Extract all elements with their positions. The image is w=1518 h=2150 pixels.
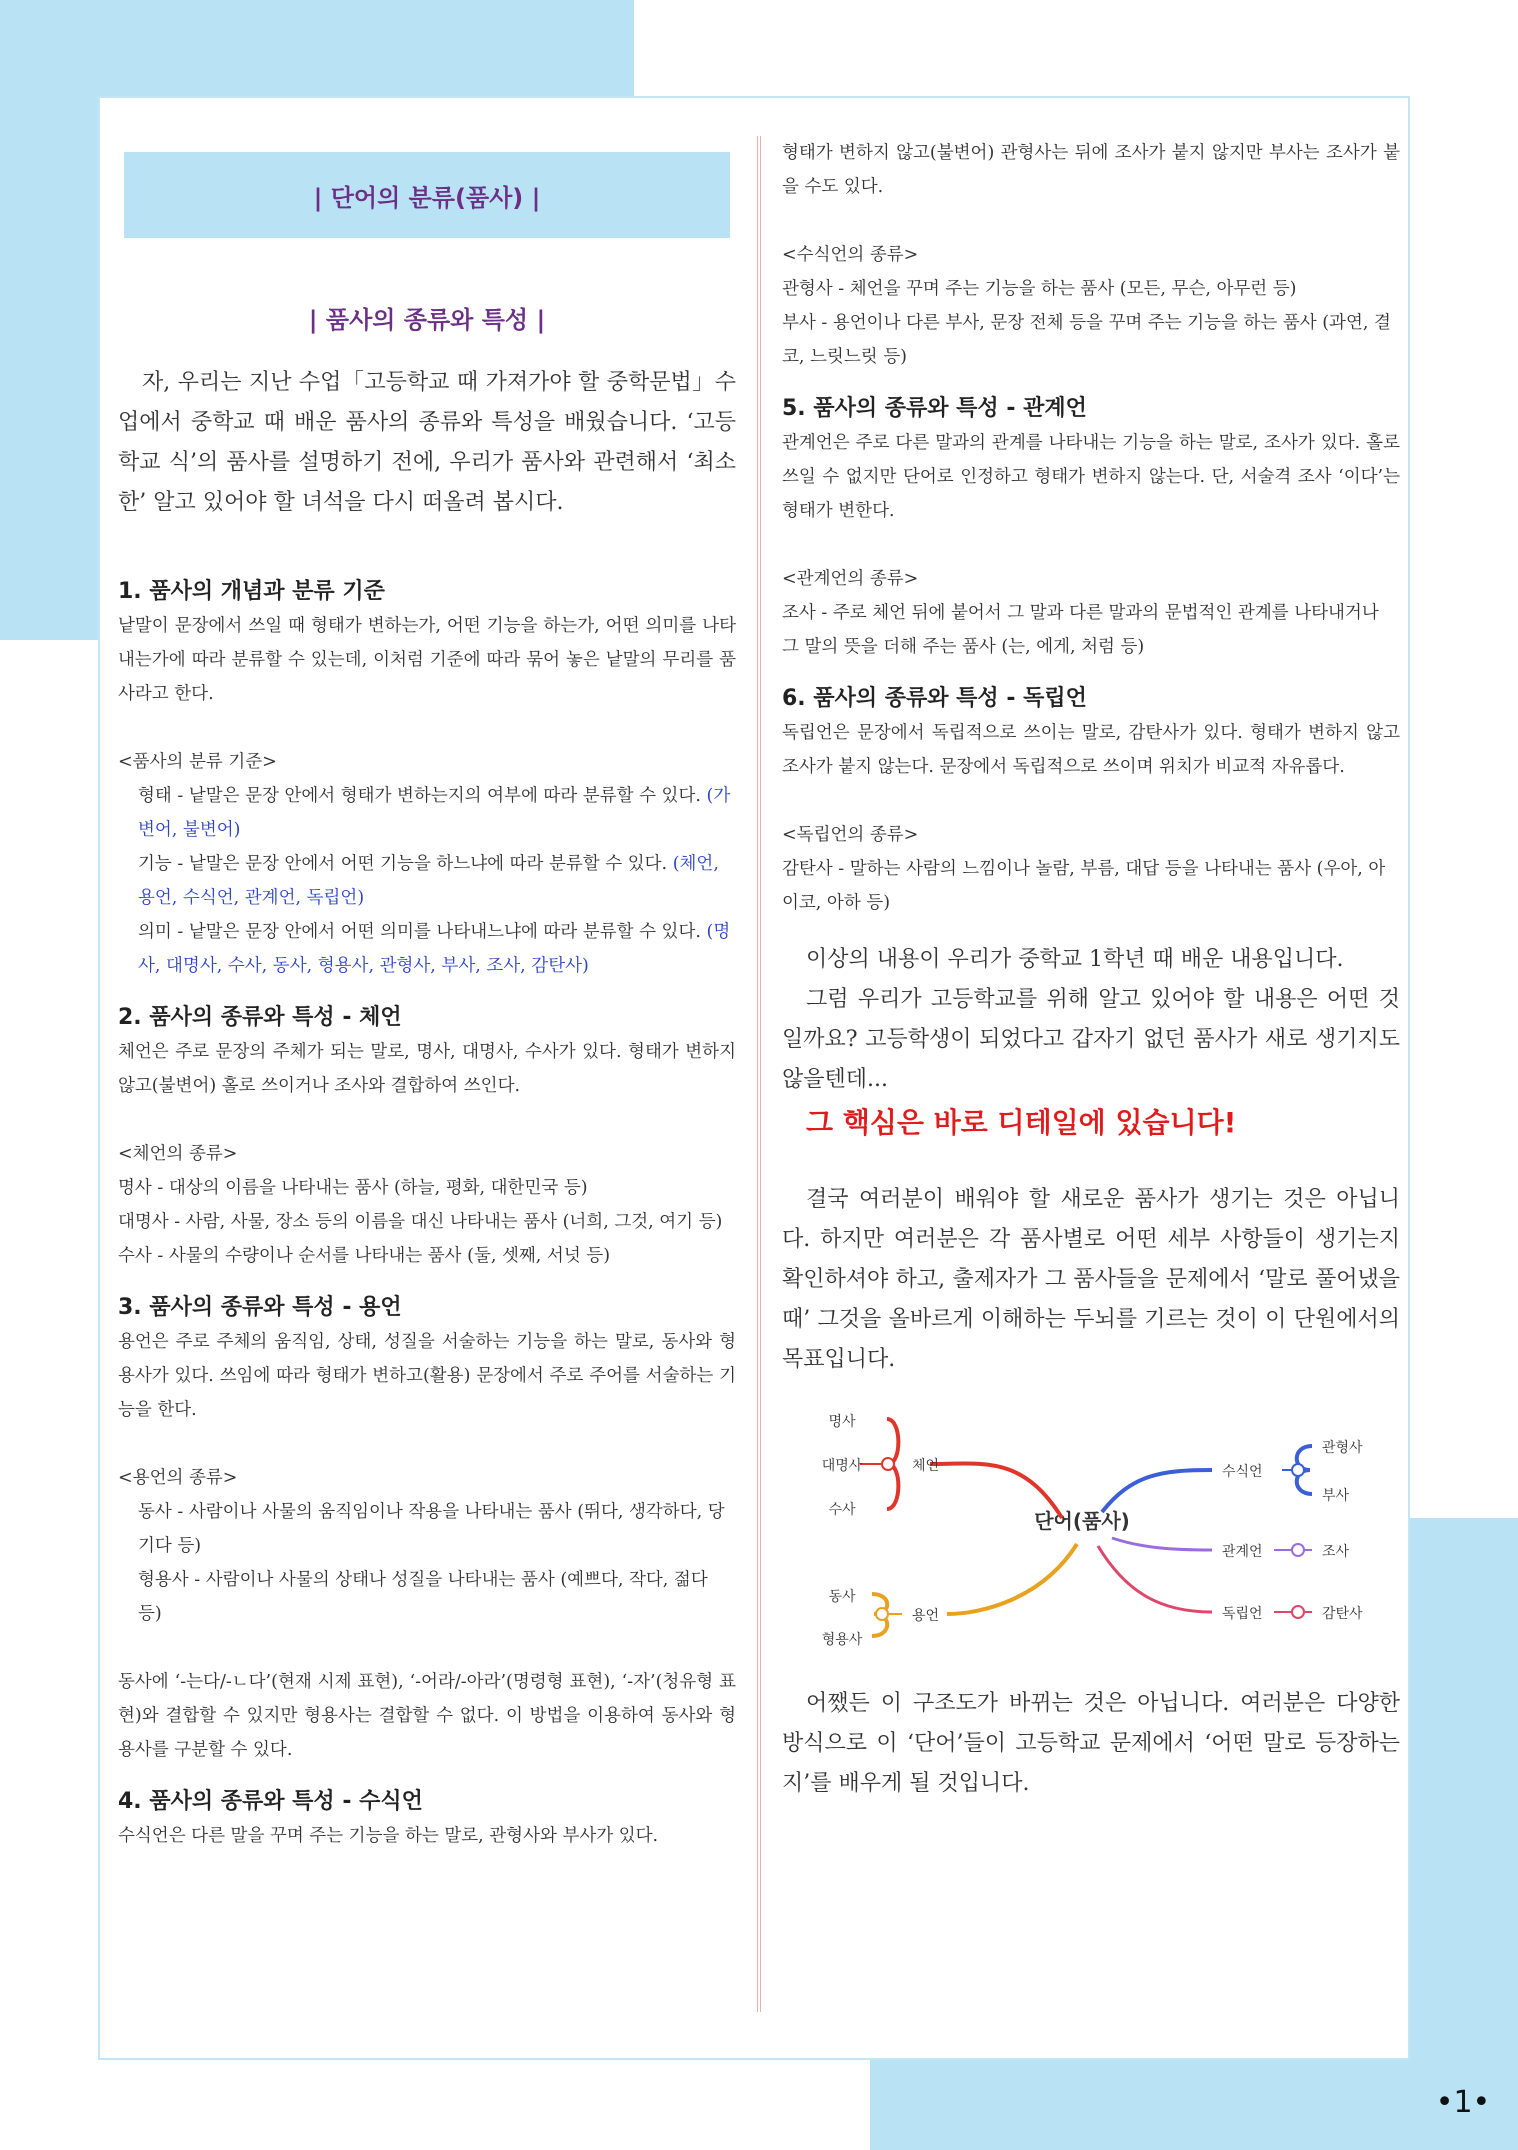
right-column	[782, 136, 1400, 1804]
mindmap-node-dongnibeon: 독립언	[1222, 1606, 1263, 1622]
page-number: •1•	[1435, 2085, 1491, 2120]
cheeon-item-noun: 명사 - 대상의 이름을 나타내는 품사 (하늘, 평화, 대한민국 등)	[118, 1178, 588, 1198]
criteria-item-form: 형태 - 낱말은 문장 안에서 형태가 변하는지의 여부에 따라 분류할 수 있다. (가변어, 불변어)	[138, 786, 731, 840]
mindmap-leaf-daemyeongsa: 대명사	[821, 1458, 863, 1474]
decor-bottom-band	[870, 2060, 1518, 2150]
section-5-list-title: <관계언의 종류>	[782, 569, 919, 589]
susigeon-item-determiner: 관형사 - 체언을 꾸며 주는 기능을 하는 품사 (모든, 무슨, 아무런 등)	[782, 279, 1297, 299]
mindmap-leaf-gamtansa: 감탄사	[1322, 1606, 1363, 1622]
closing-paragraph-4: 어쨌든 이 구조도가 바뀌는 것은 아닙니다. 여러분은 다양한 방식으로 이 ‘단어’들이 고등학교 문제에서 ‘어떤 말로 등장하는지’를 배우게 될 것입니다.	[782, 1691, 1400, 1796]
decor-left-band	[0, 0, 98, 640]
mindmap-branch-yongeon	[872, 1544, 1077, 1636]
section-4-title: 4. 품사의 종류와 특성 - 수식언	[118, 1789, 423, 1814]
yongeon-item-verb: 동사 - 사람이나 사물의 움직임이나 작용을 나타내는 품사 (뛰다, 생각하다, 당기다 등)	[138, 1502, 725, 1556]
column-divider	[757, 136, 761, 2012]
section-2-body: 체언은 주로 문장의 주체가 되는 말로, 명사, 대명사, 수사가 있다. 형태가 변하지 않고(불변어) 홀로 쓰이거나 조사와 결합하여 쓰인다.	[118, 1042, 736, 1096]
closing-paragraph-3: 결국 여러분이 배워야 할 새로운 품사가 생기는 것은 아닙니다. 하지만 여러분은 각 품사별로 어떤 세부 사항들이 생기는지 확인하셔야 하고, 출제자가 그 품사들을 문제에서 ‘말로 풀어냈을 때’ 그것을 올바르게 이해하는 두뇌를 기르는 것이 이 단원에서의 목표입니다.	[782, 1187, 1400, 1372]
mindmap-branch-cheeon	[860, 1419, 1062, 1518]
mindmap-node-yongeon: 용언	[912, 1608, 940, 1624]
dongnibeon-item-interjection: 감탄사 - 말하는 사람의 느낌이나 놀람, 부름, 대답 등을 나타내는 품사 (우아, 아이코, 아하 등)	[782, 859, 1386, 913]
mindmap-leaf-myeongsa: 명사	[828, 1414, 856, 1430]
mindmap-leaf-hyeongyongsa: 형용사	[821, 1632, 863, 1648]
criteria-item-meaning: 의미 - 낱말은 문장 안에서 어떤 의미를 나타내느냐에 따라 분류할 수 있다. (명사, 대명사, 수사, 동사, 형용사, 관형사, 부사, 조사, 감탄사)	[138, 922, 731, 976]
section-4-body-continued: 형태가 변하지 않고(불변어) 관형사는 뒤에 조사가 붙지 않지만 부사는 조사가 붙을 수도 있다.	[782, 143, 1400, 197]
section-3-title: 3. 품사의 종류와 특성 - 용언	[118, 1295, 402, 1320]
section-6-list-title: <독립언의 종류>	[782, 825, 919, 845]
mindmap-branch-dongnibeon	[1098, 1546, 1312, 1618]
mindmap-leaf-gwanhyeongsa: 관형사	[1322, 1440, 1363, 1456]
left-column	[118, 152, 736, 1853]
section-6-body: 독립언은 문장에서 독립적으로 쓰이는 말로, 감탄사가 있다. 형태가 변하지 않고 조사가 붙지 않는다. 문장에서 독립적으로 쓰이며 위치가 비교적 자유롭다.	[782, 723, 1400, 777]
section-subhead: | 품사의 종류와 특성 |	[308, 306, 546, 334]
highlight-message: 그 핵심은 바로 디테일에 있습니다!	[806, 1106, 1237, 1139]
section-2-list-title: <체언의 종류>	[118, 1144, 238, 1164]
mindmap-leaf-susa: 수사	[828, 1502, 856, 1518]
cheeon-item-numeral: 수사 - 사물의 수량이나 순서를 나타내는 품사 (둘, 셋째, 서넛 등)	[118, 1246, 611, 1266]
section-3-note: 동사에 ‘-는다/-ㄴ다’(현재 시제 표현), ‘-어라/-아라’(명령형 표현), ‘-자’(청유형 표현)와 결합할 수 있지만 형용사는 결합할 수 없다. 이 방법을 이용하여 동사와 형용사를 구분할 수 있다.	[118, 1672, 736, 1760]
mindmap-center: 단어(품사)	[1034, 1509, 1130, 1533]
section-2-title: 2. 품사의 종류와 특성 - 체언	[118, 1005, 402, 1030]
section-1-list-title: <품사의 분류 기준>	[118, 752, 277, 772]
decor-right-band	[1410, 1518, 1518, 2150]
section-5-body: 관계언은 주로 다른 말과의 관계를 나타내는 기능을 하는 말로, 조사가 있다. 홀로 쓰일 수 없지만 단어로 인정하고 형태가 변하지 않는다. 단, 서술격 조사 ‘이다’는 형태가 변한다.	[782, 433, 1400, 521]
mindmap-node-susigeon: 수식언	[1222, 1464, 1263, 1480]
section-1-body: 낱말이 문장에서 쓰일 때 형태가 변하는가, 어떤 기능을 하는가, 어떤 의미를 나타내는가에 따라 분류할 수 있는데, 이처럼 기준에 따라 묶어 놓은 낱말의 무리를 품사라고 한다.	[118, 616, 736, 704]
section-3-list-title: <용언의 종류>	[118, 1468, 238, 1488]
mindmap-leaf-josa: 조사	[1322, 1544, 1350, 1560]
mindmap-node-cheeon: 체언	[912, 1458, 940, 1474]
closing-paragraph-2: 그럼 우리가 고등학교를 위해 알고 있어야 할 내용은 어떤 것일까요? 고등학생이 되었다고 갑자기 없던 품사가 새로 생기지도 않을텐데...	[782, 987, 1400, 1092]
mindmap-leaf-busa: 부사	[1322, 1488, 1350, 1504]
mindmap-leaf-dongsa: 동사	[828, 1589, 856, 1605]
yongeon-item-adjective: 형용사 - 사람이나 사물의 상태나 성질을 나타내는 품사 (예쁘다, 작다, 젊다 등)	[138, 1570, 708, 1624]
criteria-item-function: 기능 - 낱말은 문장 안에서 어떤 기능을 하느냐에 따라 분류할 수 있다. (체언, 용언, 수식언, 관계언, 독립언)	[138, 854, 719, 908]
mindmap-branch-susigeon	[1102, 1446, 1312, 1512]
cheeon-item-pronoun: 대명사 - 사람, 사물, 장소 등의 이름을 대신 나타내는 품사 (너희, 그것, 여기 등)	[118, 1212, 723, 1232]
section-5-title: 5. 품사의 종류와 특성 - 관계언	[782, 396, 1087, 421]
section-3-body: 용언은 주로 주체의 움직임, 상태, 성질을 서술하는 기능을 하는 말로, 동사와 형용사가 있다. 쓰임에 따라 형태가 변하고(활용) 문장에서 주로 주어를 서술하는 기능을 한다.	[118, 1332, 736, 1420]
susigeon-item-adverb: 부사 - 용언이나 다른 부사, 문장 전체 등을 꾸며 주는 기능을 하는 품사 (과연, 결코, 느릿느릿 등)	[782, 313, 1391, 367]
section-4-body: 수식언은 다른 말을 꾸며 주는 기능을 하는 말로, 관형사와 부사가 있다.	[118, 1826, 659, 1846]
mindmap-branch-gwangyeeon	[1112, 1538, 1312, 1556]
closing-paragraph-1: 이상의 내용이 우리가 중학교 1학년 때 배운 내용입니다.	[806, 947, 1344, 972]
pos-mindmap	[782, 1394, 1400, 1664]
section-1-title: 1. 품사의 개념과 분류 기준	[118, 579, 385, 604]
intro-paragraph: 자, 우리는 지난 수업「고등학교 때 가져가야 할 중학문법」수업에서 중학교 때 배운 품사의 종류와 특성을 배웠습니다. ‘고등학교 식’의 품사를 설명하기 전에, 우리가 품사와 관련해서 ‘최소한’ 알고 있어야 할 녀석을 다시 떠올려 봅시다.	[118, 370, 736, 515]
gwangyeeon-item-particle: 조사 - 주로 체언 뒤에 붙어서 그 말과 다른 말과의 문법적인 관계를 나타내거나 그 말의 뜻을 더해 주는 품사 (는, 에게, 처럼 등)	[782, 603, 1379, 657]
section-4-list-title: <수식언의 종류>	[782, 245, 919, 265]
section-6-title: 6. 품사의 종류와 특성 - 독립언	[782, 686, 1087, 711]
mindmap-node-gwangyeeon: 관계언	[1222, 1544, 1263, 1560]
chapter-banner: | 단어의 분류(품사) |	[124, 152, 730, 238]
